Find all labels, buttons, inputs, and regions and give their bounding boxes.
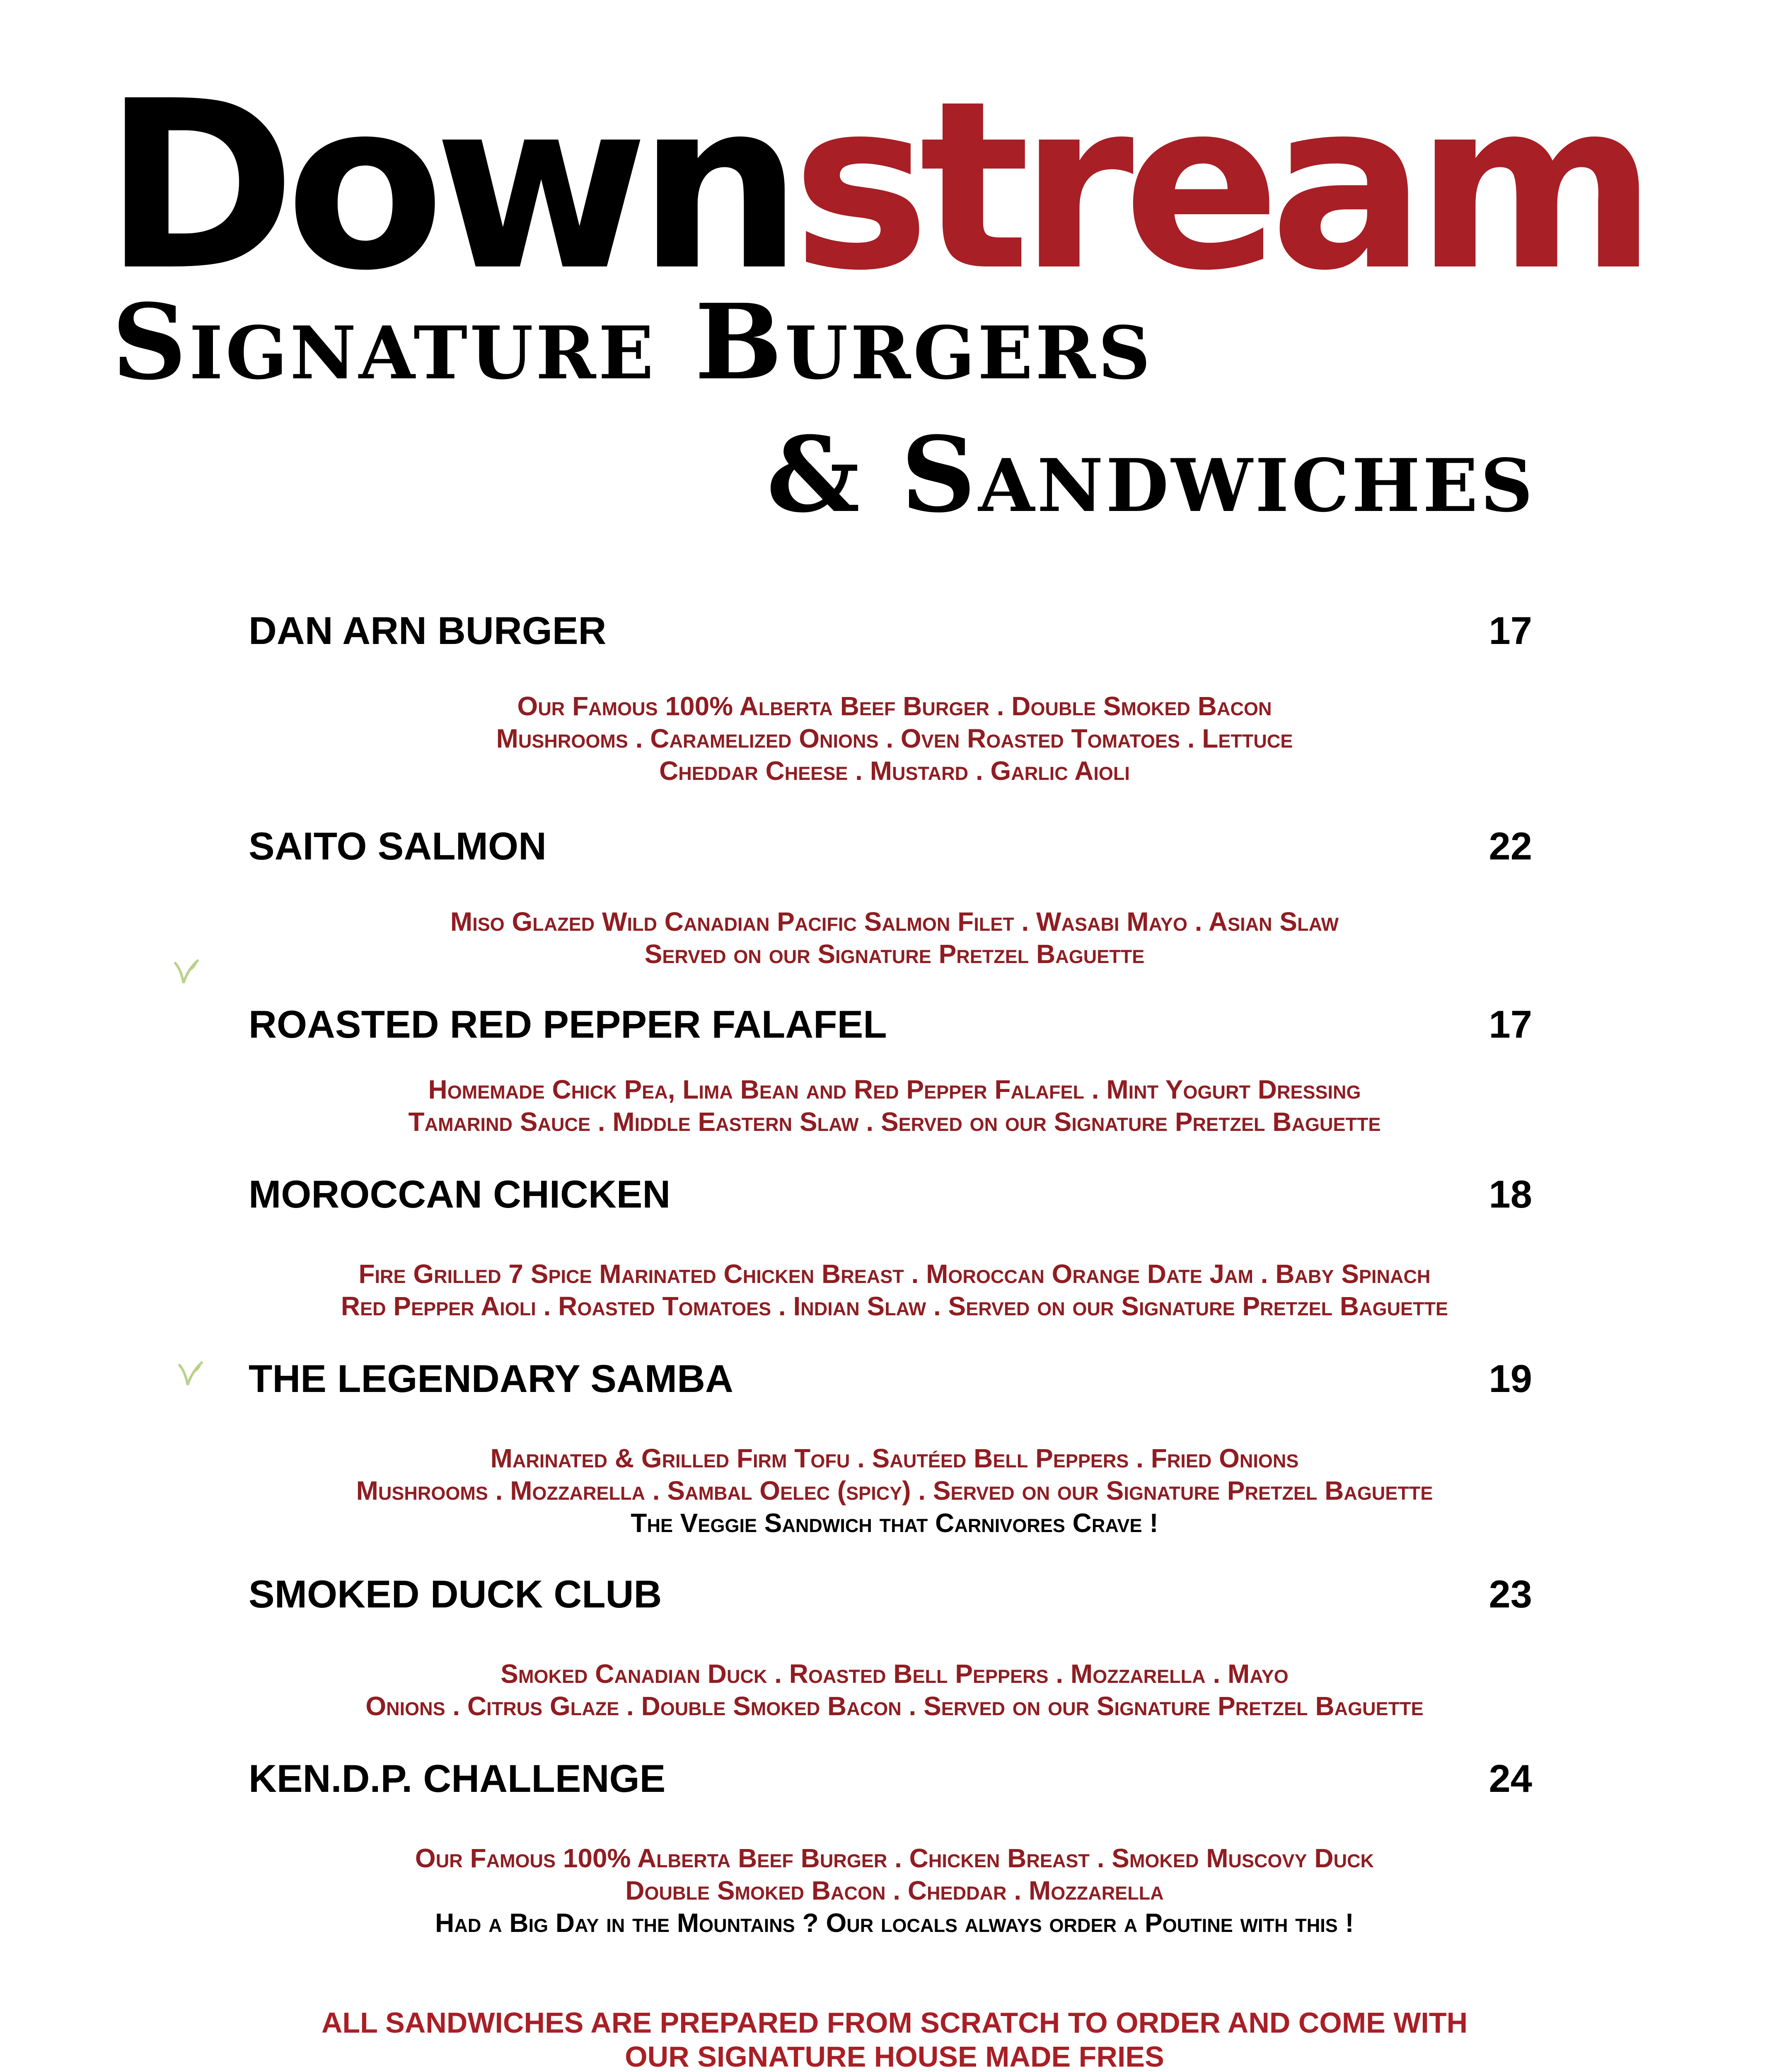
item-name-roasted-red-pepper-falafel: ROASTED RED PEPPER FALAFEL <box>249 1002 887 1046</box>
description-line: Homemade Chick Pea, Lima Bean and Red Pepper Falafel . Mint Yogurt Dressing <box>428 1075 1361 1104</box>
fries-note <box>0 2006 1789 2072</box>
description-line: Fire Grilled 7 Spice Marinated Chicken Breast . Moroccan Orange Date Jam . Baby Spinach <box>358 1259 1431 1289</box>
description-line: Tamarind Sauce . Middle Eastern Slaw . Served on our Signature Pretzel Baguette <box>408 1107 1381 1137</box>
item-description-smoked-duck-club <box>0 1658 1789 1722</box>
item-price-saito-salmon: 22 <box>1489 824 1532 868</box>
item-price-ken-dp-challenge: 24 <box>1489 1757 1532 1800</box>
description-line: Double Smoked Bacon . Cheddar . Mozzarella <box>625 1876 1164 1905</box>
item-name-dan-arn-burger: DAN ARN BURGER <box>249 609 607 652</box>
item-price-roasted-red-pepper-falafel: 17 <box>1489 1002 1532 1046</box>
description-line: Our Famous 100% Alberta Beef Burger . Chicken Breast . Smoked Muscovy Duck <box>415 1843 1374 1873</box>
logo-part-down: Down <box>104 51 792 322</box>
item-price-smoked-duck-club: 23 <box>1489 1572 1532 1616</box>
description-line: Onions . Citrus Glaze . Double Smoked Bacon . Served on our Signature Pretzel Baguette <box>365 1691 1424 1721</box>
item-description-saito-salmon <box>0 905 1789 970</box>
description-line: Mushrooms . Caramelized Onions . Oven Roasted Tomatoes . Lettuce <box>496 724 1293 753</box>
description-line: Miso Glazed Wild Canadian Pacific Salmon Filet . Wasabi Mayo . Asian Slaw <box>450 907 1339 937</box>
description-line: Mushrooms . Mozzarella . Sambal Oelec (spicy) . Served on our Signature Pretzel Baguette <box>356 1476 1433 1506</box>
vegetarian-leaf-icon <box>172 957 201 986</box>
description-line: Marinated & Grilled Firm Tofu . Sautéed Bell Peppers . Fried Onions <box>490 1443 1299 1473</box>
item-price-moroccan-chicken: 18 <box>1489 1172 1532 1216</box>
item-name-moroccan-chicken: MOROCCAN CHICKEN <box>249 1172 671 1216</box>
fries-note-line: ALL SANDWICHES ARE PREPARED FROM SCRATCH TO ORDER AND COME WITH <box>321 2007 1468 2039</box>
item-name-ken-dp-challenge: KEN.D.P. CHALLENGE <box>249 1757 666 1800</box>
restaurant-logo <box>104 51 1646 322</box>
description-tagline: Had a Big Day in the Mountains ? Our locals always order a Poutine with this ! <box>435 1908 1354 1938</box>
description-line: Smoked Canadian Duck . Roasted Bell Peppers . Mozzarella . Mayo <box>500 1659 1289 1689</box>
menu-title-line1: Signature Burgers <box>112 281 1153 403</box>
item-description-the-legendary-samba <box>0 1442 1789 1539</box>
item-description-ken-dp-challenge <box>0 1842 1789 1939</box>
menu-title-line2: & Sandwiches <box>766 414 1535 535</box>
item-description-roasted-red-pepper-falafel <box>0 1073 1789 1138</box>
item-description-moroccan-chicken <box>0 1258 1789 1322</box>
logo-part-stream: stream <box>792 51 1646 322</box>
item-price-the-legendary-samba: 19 <box>1489 1357 1532 1400</box>
vegetarian-leaf-icon <box>176 1359 205 1388</box>
description-line: Our Famous 100% Alberta Beef Burger . Double Smoked Bacon <box>517 691 1272 721</box>
item-price-dan-arn-burger: 17 <box>1489 609 1532 652</box>
item-name-the-legendary-samba: THE LEGENDARY SAMBA <box>249 1357 733 1400</box>
item-name-saito-salmon: SAITO SALMON <box>249 824 546 868</box>
description-line: Served on our Signature Pretzel Baguette <box>644 939 1145 969</box>
description-line: Red Pepper Aioli . Roasted Tomatoes . Indian Slaw . Served on our Signature Pretzel Baguette <box>341 1291 1448 1321</box>
fries-note-line: OUR SIGNATURE HOUSE MADE FRIES <box>625 2041 1164 2072</box>
item-name-smoked-duck-club: SMOKED DUCK CLUB <box>249 1572 662 1616</box>
item-description-dan-arn-burger <box>0 690 1789 787</box>
description-tagline: The Veggie Sandwich that Carnivores Crave ! <box>631 1508 1158 1538</box>
description-line: Cheddar Cheese . Mustard . Garlic Aioli <box>659 756 1130 786</box>
